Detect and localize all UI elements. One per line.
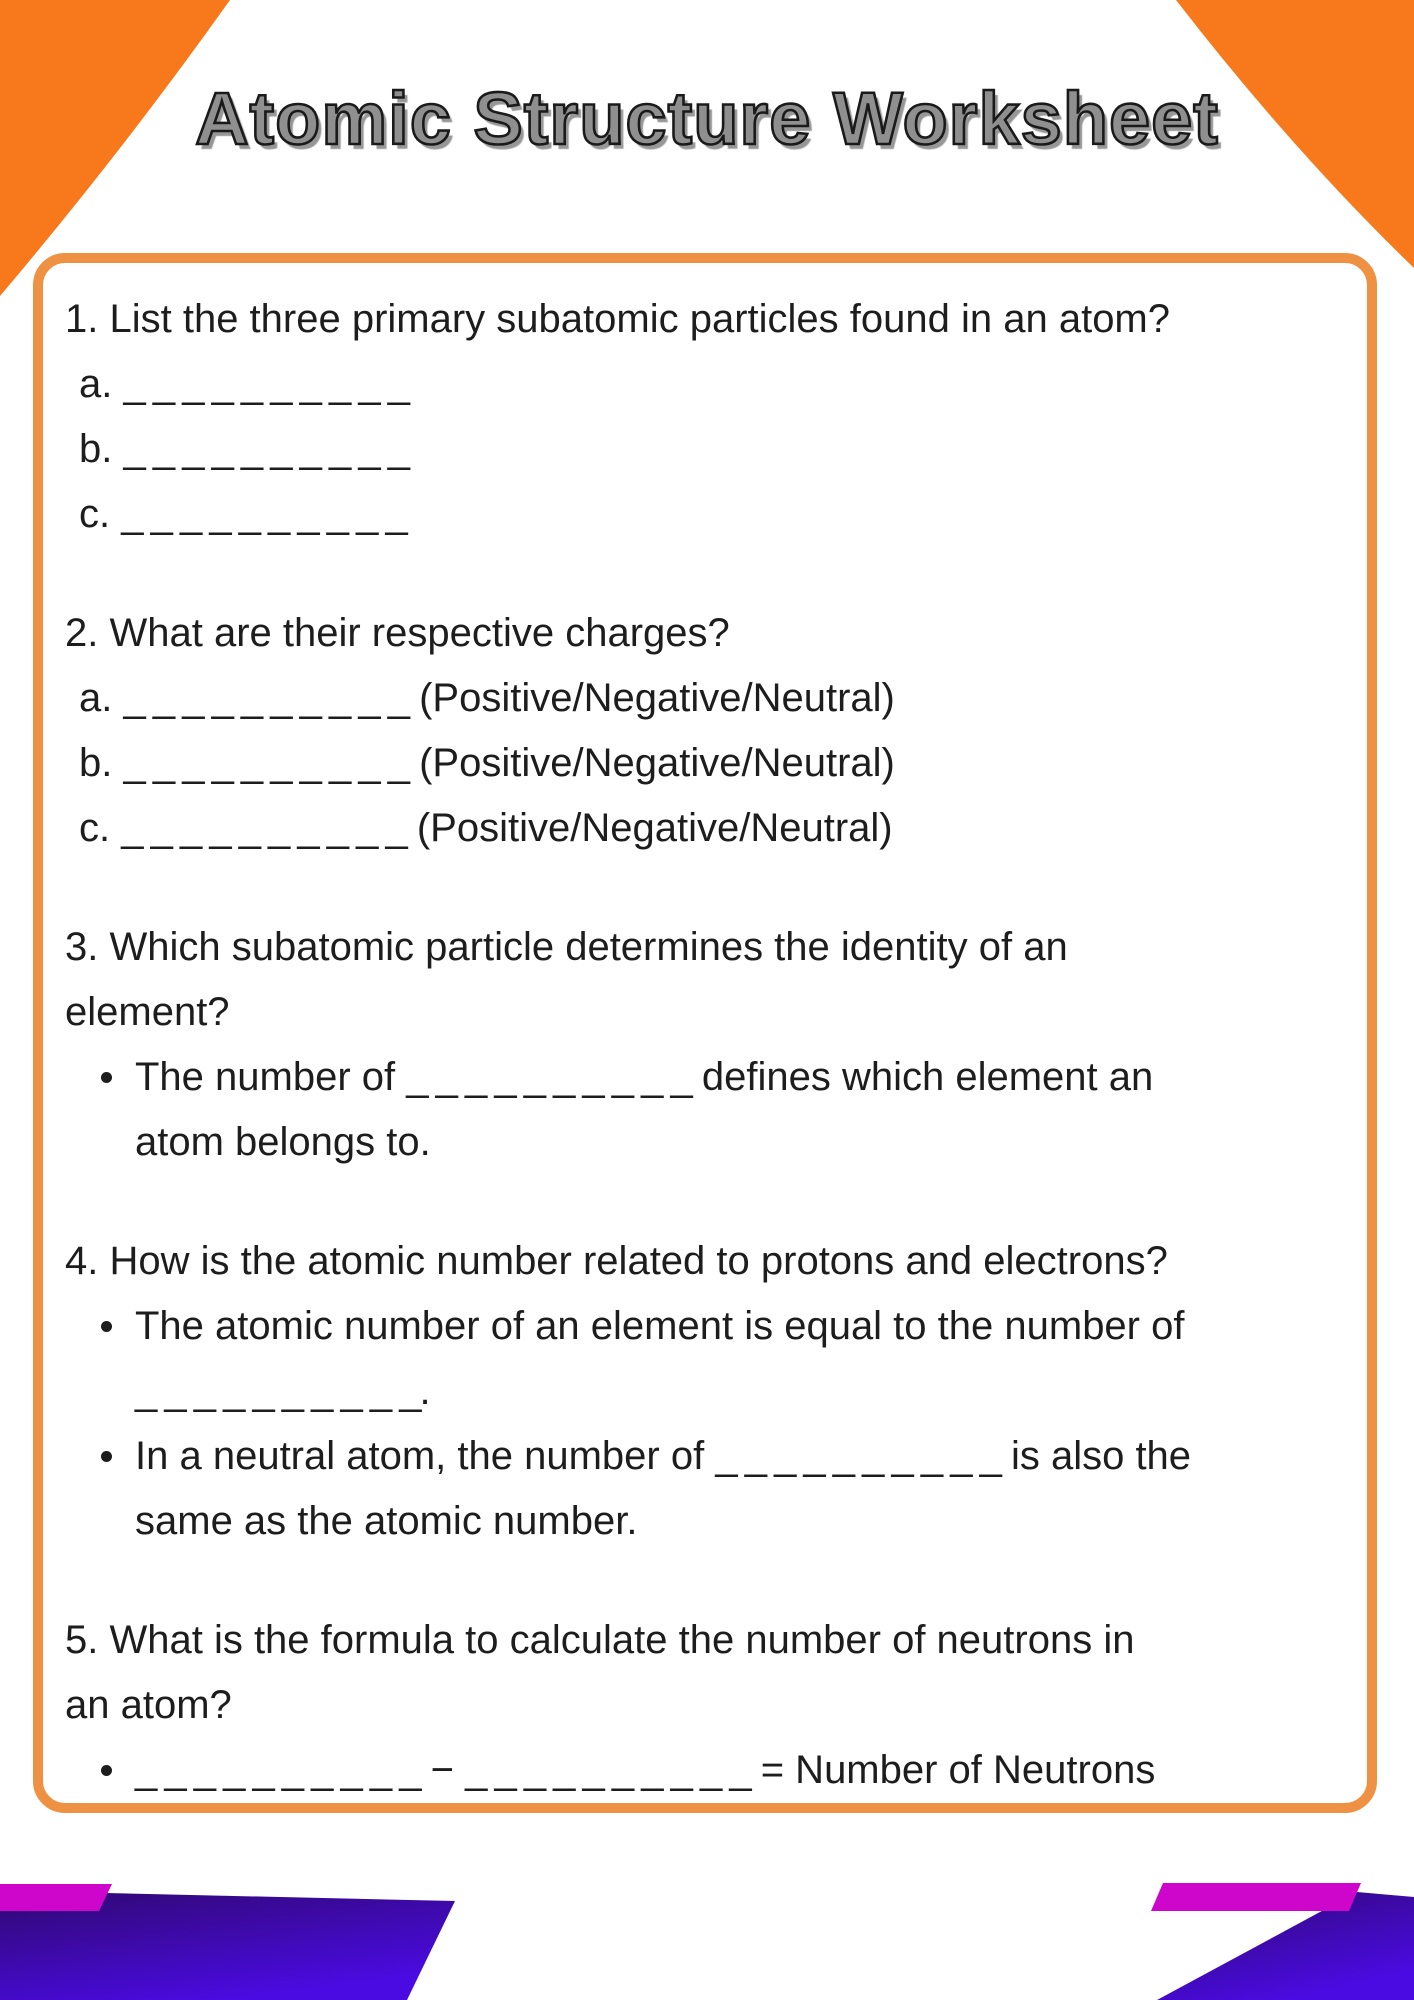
- question-1-item-b: [79, 417, 1347, 482]
- bullet-text-pre: The number of: [135, 1055, 396, 1099]
- question-3-bullet: [65, 1045, 1347, 1110]
- question-3-heading-line1: 3. Which subatomic particle determines the identity of an: [65, 925, 1068, 969]
- question-2-item-a: [79, 666, 1347, 731]
- answer-blank: _ _ _ _ _ _ _ _ _ _: [715, 1434, 1000, 1478]
- charge-options: (Positive/Negative/Neutral): [416, 806, 893, 850]
- bullet-text-pre: In a neutral atom, the number of: [135, 1434, 705, 1478]
- question-2-item-c: [79, 796, 1347, 861]
- item-label: a.: [79, 362, 113, 406]
- charge-options: (Positive/Negative/Neutral): [419, 676, 895, 720]
- answer-blank: _ _ _ _ _ _ _ _ _ _: [406, 1055, 691, 1099]
- minus-operator: −: [430, 1748, 454, 1792]
- question-5: [65, 1608, 1347, 1803]
- answer-blank: _ _ _ _ _ _ _ _ _ _: [135, 1369, 420, 1413]
- answer-blank: _ _ _ _ _ _ _ _ _ _: [123, 362, 408, 406]
- question-3-bullet-cont: atom belongs to.: [135, 1120, 431, 1164]
- period: .: [419, 1369, 431, 1413]
- question-4-bullet2: [65, 1424, 1347, 1489]
- question-4-heading: 4. How is the atomic number related to protons and electrons?: [65, 1239, 1168, 1283]
- question-4-bullet1: The atomic number of an element is equal to the number of: [65, 1294, 1347, 1359]
- item-label: b.: [79, 741, 113, 785]
- question-1-item-c: [79, 482, 1347, 547]
- charge-options: (Positive/Negative/Neutral): [419, 741, 895, 785]
- bottom-left-magenta-shape: [0, 1884, 112, 1911]
- bottom-right-magenta-shape: [1151, 1883, 1361, 1911]
- answer-blank: _ _ _ _ _ _ _ _ _ _: [465, 1748, 750, 1792]
- question-3-heading-line2: element?: [65, 990, 230, 1034]
- item-label: b.: [79, 427, 113, 471]
- question-4: [65, 1229, 1347, 1554]
- question-3: [65, 915, 1347, 1175]
- question-1-item-a: [79, 352, 1347, 417]
- worksheet-box: [33, 253, 1377, 1813]
- item-label: a.: [79, 676, 113, 720]
- section-gap: [65, 861, 1347, 915]
- section-gap: [65, 1554, 1347, 1608]
- answer-blank: _ _ _ _ _ _ _ _ _ _: [123, 676, 408, 720]
- answer-blank: _ _ _ _ _ _ _ _ _ _: [121, 492, 406, 536]
- item-label: c.: [79, 492, 111, 536]
- question-1-heading: 1. List the three primary subatomic particles found in an atom?: [65, 297, 1170, 341]
- question-2: [65, 601, 1347, 861]
- section-gap: [65, 1175, 1347, 1229]
- answer-blank: _ _ _ _ _ _ _ _ _ _: [123, 741, 408, 785]
- question-5-heading-line2: an atom?: [65, 1683, 232, 1727]
- question-5-formula: [65, 1738, 1347, 1803]
- answer-blank: _ _ _ _ _ _ _ _ _ _: [123, 427, 408, 471]
- answer-blank: _ _ _ _ _ _ _ _ _ _: [135, 1748, 420, 1792]
- question-1: [65, 287, 1347, 547]
- question-2-item-b: [79, 731, 1347, 796]
- item-label: c.: [79, 806, 111, 850]
- question-4-bullet2-cont: same as the atomic number.: [135, 1499, 638, 1543]
- question-2-heading: 2. What are their respective charges?: [65, 611, 730, 655]
- question-5-heading-line1: 5. What is the formula to calculate the number of neutrons in: [65, 1618, 1135, 1662]
- bullet-text-post: defines which element an: [701, 1055, 1154, 1099]
- answer-blank: _ _ _ _ _ _ _ _ _ _: [121, 806, 406, 850]
- formula-result: = Number of Neutrons: [760, 1748, 1156, 1792]
- section-gap: [65, 547, 1347, 601]
- bullet-text-post: is also the: [1010, 1434, 1192, 1478]
- page-title: Atomic Structure Worksheet: [195, 77, 1219, 160]
- question-4-bullet1-cont: [135, 1359, 1347, 1424]
